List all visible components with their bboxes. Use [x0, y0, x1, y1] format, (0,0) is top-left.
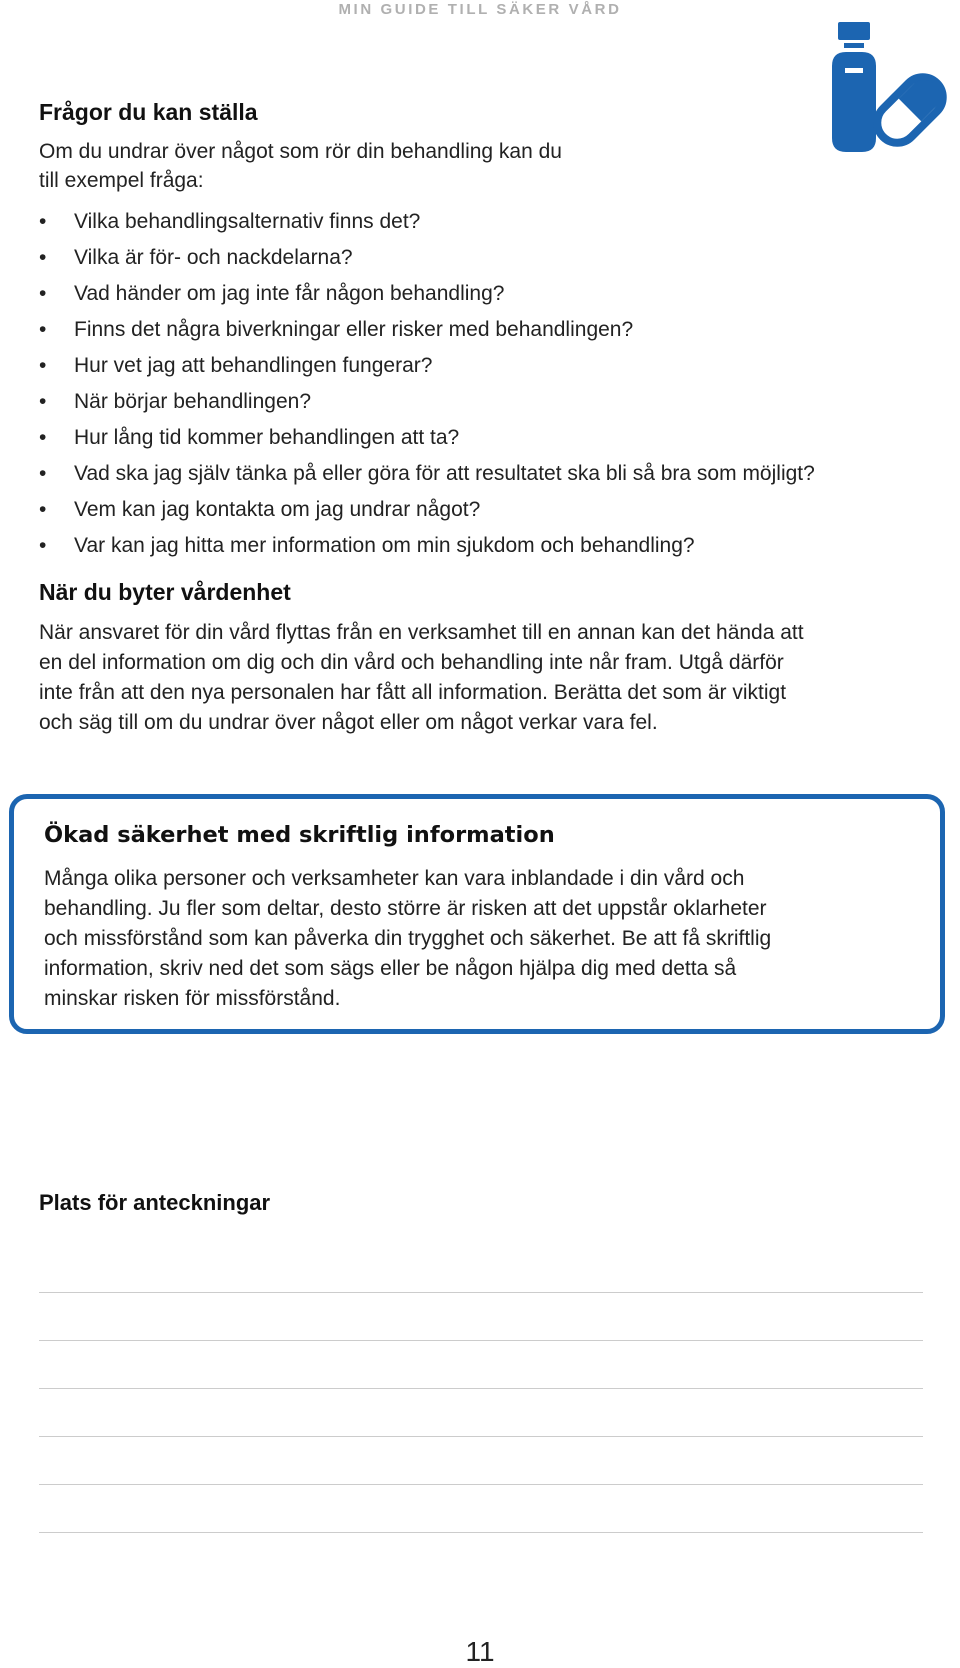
section-heading-questions: Frågor du kan ställa: [39, 99, 258, 125]
bullet-icon: •: [39, 210, 47, 233]
bullet-icon: •: [39, 462, 47, 485]
bullet-icon: •: [39, 498, 47, 521]
page-number: 11: [465, 1636, 495, 1667]
change-text-line-4: och säg till om du undrar över något eller om något verkar vara fel.: [39, 711, 658, 734]
question-text: Finns det några biverkningar eller risker med behandlingen?: [74, 318, 634, 341]
callout-line: och missförstånd som kan påverka din trygghet och säkerhet. Be att få skriftlig: [44, 927, 772, 950]
question-text: Vem kan jag kontakta om jag undrar något?: [74, 498, 481, 521]
change-text-line-1: När ansvaret för din vård flyttas från en verksamhet till en annan kan det hända att: [39, 621, 804, 644]
callout-line: minskar risken för missförstånd.: [44, 987, 341, 1010]
question-item: [39, 316, 815, 352]
change-text-line-2: en del information om dig och din vård och behandling inte når fram. Utgå därför: [39, 651, 784, 674]
questions-intro-line-2: till exempel fråga:: [39, 169, 204, 192]
bullet-icon: •: [39, 426, 47, 449]
notes-heading: Plats för anteckningar: [39, 1190, 271, 1215]
bullet-icon: •: [39, 534, 47, 557]
callout-title: Ökad säkerhet med skriftlig information: [44, 822, 555, 848]
bullet-icon: •: [39, 354, 47, 377]
running-header: MIN GUIDE TILL SÄKER VÅRD: [338, 1, 622, 18]
question-item: [39, 388, 815, 424]
question-text: Hur vet jag att behandlingen fungerar?: [74, 354, 433, 377]
question-item: [39, 424, 815, 460]
questions-intro-line-1: Om du undrar över något som rör din behandling kan du: [39, 140, 562, 163]
question-list: [39, 208, 815, 568]
question-text: När börjar behandlingen?: [74, 390, 311, 413]
note-line: [39, 1388, 923, 1389]
medicine-bottle-and-pill-icon: [814, 18, 954, 158]
question-item: [39, 208, 815, 244]
question-text: Vad händer om jag inte får någon behandling?: [74, 282, 505, 305]
callout-line: behandling. Ju fler som deltar, desto större är risken att det uppstår oklarheter: [44, 897, 767, 920]
change-text-line-3: inte från att den nya personalen har fått all information. Berätta det som är viktigt: [39, 681, 787, 704]
section-heading-change-of-care: När du byter vårdenhet: [39, 579, 291, 605]
note-line: [39, 1484, 923, 1485]
callout-line: information, skriv ned det som sägs eller be någon hjälpa dig med detta så: [44, 957, 737, 980]
callout-body: [44, 864, 924, 1014]
question-item: [39, 244, 815, 280]
note-line: [39, 1292, 923, 1293]
question-item: [39, 532, 815, 568]
question-text: Hur lång tid kommer behandlingen att ta?: [74, 426, 460, 449]
question-item: [39, 460, 815, 496]
bullet-icon: •: [39, 390, 47, 413]
question-item: [39, 280, 815, 316]
question-item: [39, 496, 815, 532]
bullet-icon: •: [39, 282, 47, 305]
note-line: [39, 1532, 923, 1533]
question-text: Var kan jag hitta mer information om min sjukdom och behandling?: [74, 534, 695, 557]
bullet-icon: •: [39, 318, 47, 341]
callout-line: Många olika personer och verksamheter kan vara inblandade i din vård och: [44, 867, 745, 890]
note-line: [39, 1340, 923, 1341]
question-text: Vilka är för- och nackdelarna?: [74, 246, 353, 269]
bullet-icon: •: [39, 246, 47, 269]
note-line: [39, 1436, 923, 1437]
question-item: [39, 352, 815, 388]
question-text: Vad ska jag själv tänka på eller göra för att resultatet ska bli så bra som möjligt?: [74, 462, 815, 485]
question-text: Vilka behandlingsalternativ finns det?: [74, 210, 421, 233]
